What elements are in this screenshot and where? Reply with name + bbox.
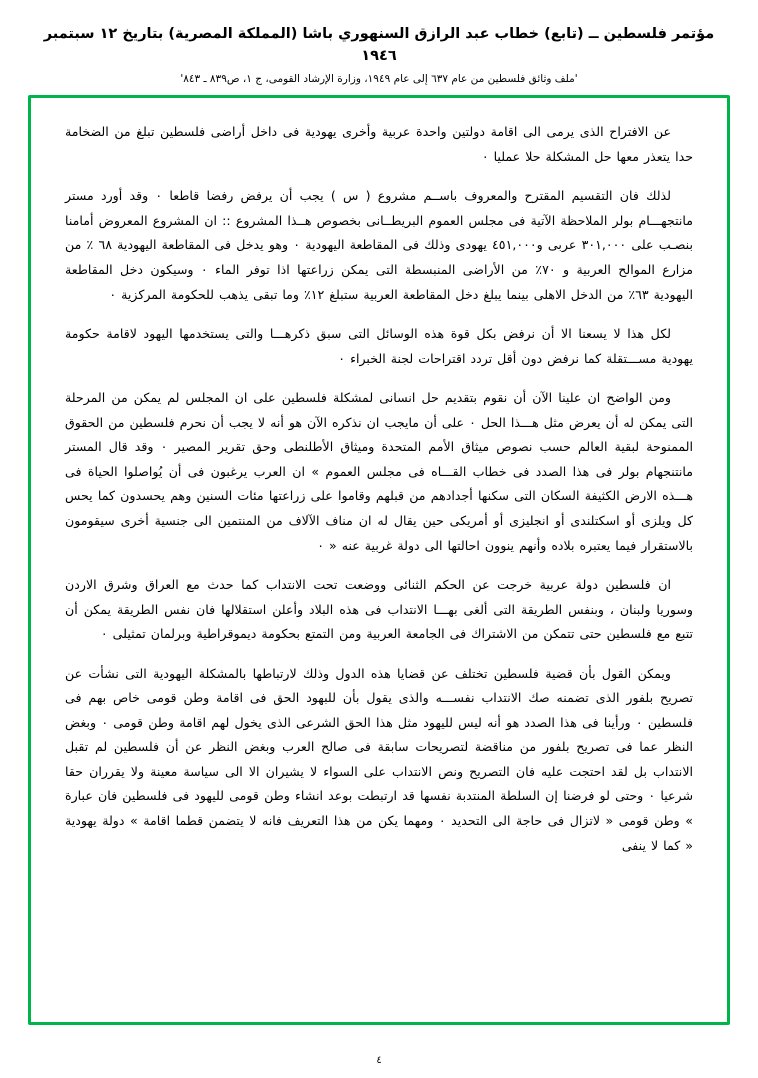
body-paragraph: لذلك فان التقسيم المقترح والمعروف باســم مشروع ( س ) يجب أن يرفض رفضا قاطعا ٠ وقد أورد مستر مانتجهـــام بولر الملاحظة الآتية فى مجلس العموم البريطــانى بخصوص هــذا المشروع :: ان المشروع المعروض أمامنا بنصـب على ٣٠١,٠٠٠ عربى و٤٥١,٠٠٠ يهودى وذلك فى المقاطعة اليهودية ٠ وهو يدخل فى المقاطعة اليهودية ٦٨ ٪ من مزارع الموالح العربية و ٧٠٪ من الأراضى المنبسطة التى يمكن زراعتها اذا توفر الماء ٠ وسيكون دخل المقاطعة اليهودية ٦٣٪ من الدخل الاهلى بينما يبلغ دخل المقاطعة العربية ستبلغ ١٢٪ وما تبقى يذهب للحكومة المركزية ٠ (65, 188, 693, 302)
body-paragraph: ان فلسطين دولة عربية خرجت عن الحكم الثنائى ووضعت تحت الانتداب كما حدث مع العراق وشرق الاردن وسوريا ولبنان ، وبنفس الطريقة التى ألغى بهـــا الانتداب فى هذه البلاد وأعلن استقلالها فان نفس الطريقة يمكن أن تتبع مع فلسطين حتى تتمكن من الاشتراك فى الجامعة العربية ومن التمتع بحكومة ديموقراطية وبرلمان تمثيلى ٠ (65, 577, 693, 642)
content-frame (28, 95, 730, 1025)
body-paragraph: ويمكن القول بأن قضية فلسطين تختلف عن قضايا هذه الدول وذلك لارتباطها بالمشكلة اليهودية التى نشأت عن تصريح بلفور الذى تضمنه صك الانتداب نفســـه والذى يقول بأن للبهود الحق فى اقامة وطن قومى خاص بهم فى فلسطين ٠ ورأينا فى هذا الصدد هو أنه ليس لليهود مثل هذا الحق الشرعى الذى يخول لهم اقامة وطن قومى ٠ وبغض النظر عما فى تصريح بلفور من مناقضة لتصريحات سابقة فى صالح العرب وبغض النظر عن أن فلسطين لم تقبل الانتداب بل لقد احتجت عليه فان التصريح ونص الانتداب على السواء لا يشيران الا الى سياسة معينة ولا يقرران حقا شرعيا ٠ وحتى لو فرضنا إن السلطة المنتدبة نفسها قد ارتبطت بوعد انشاء وطن قومى لليهود فى فلسطين فان عبارة » وطن قومى « لاتزال فى حاجة الى التحديد ٠ ومهما يكن من هذا التعريف فانه لا يتضمن قطما اقامة » دولة يهودية « كما لا ينفى (65, 665, 694, 853)
body-paragraph: عن الافتراح الذى يرمى الى اقامة دولتين واحدة عربية وأخرى يهودية فى داخل أراضى فلسطين تبلغ من الضخامة حدا يتعذر معها حل المشكلة حلا عمليا ٠ (65, 124, 693, 164)
body-paragraph: ومن الواضح ان علينا الآن أن نقوم بتقديم حل انسانى لمشكلة فلسطين على ان المجلس لم يمكن من المرحلة التى يمكن له أن يعرض مثل هـــذا الحل ٠ على أن مايجب ان نذكره الآن هو أنه لا يجب أن نحرم فلسطين من الحقوق الممنوحة لبقية العالم حسب نصوص ميثاق الأمم المتحدة وميثاق الأطلنطى وحق تقرير المصير ٠ وقد قال المستر مانتنجهام بولر فى هذا الصدد فى خطاب القـــاه فى مجلس العموم » ان العرب يرغبون فى أن يُواصلوا الحياة فى هـــذه الارض الكثيفة السكان التى سكنها أجدادهم من قبلهم وقاموا على زراعتها مئات السنين وهم يحسدون كما يحس كل ويلزى أو اسكتلندى أو انجليزى أو أمريكى حين يقال له ان مناف الآلاف من المنتمين الى جنسية أخرى سيقومون بالاستقرار فيما يعتبره بلاده وأنهم ينوون احالتها الى دولة غربية عنه « ٠ (65, 390, 694, 553)
page-title: مؤتمر فلسطين ــ (تابع) خطاب عبد الرازق السنهوري باشا (المملكة المصرية) بتاريخ ١٢ سبتمبر ١٩٤٦ (43, 26, 715, 64)
page-number: ٤ (376, 1055, 382, 1066)
document-header (28, 24, 730, 87)
source-citation: 'ملف وثائق فلسطين من عام ٦٣٧ إلى عام ١٩٤٩، وزارة الإرشاد القومى، ج ١، ص٨٣٩ ـ ٨٤٣' (180, 72, 578, 85)
body-paragraph: لكل هذا لا يسعنا الا أن نرفض بكل قوة هذه الوسائل التى سبق ذكرهـــا والتى يستخدمها اليهود لاقامة حكومة يهودية مســـتقلة كما نرفض دون أقل تردد اقتراحات لجنة الخبراء ٠ (65, 326, 693, 366)
